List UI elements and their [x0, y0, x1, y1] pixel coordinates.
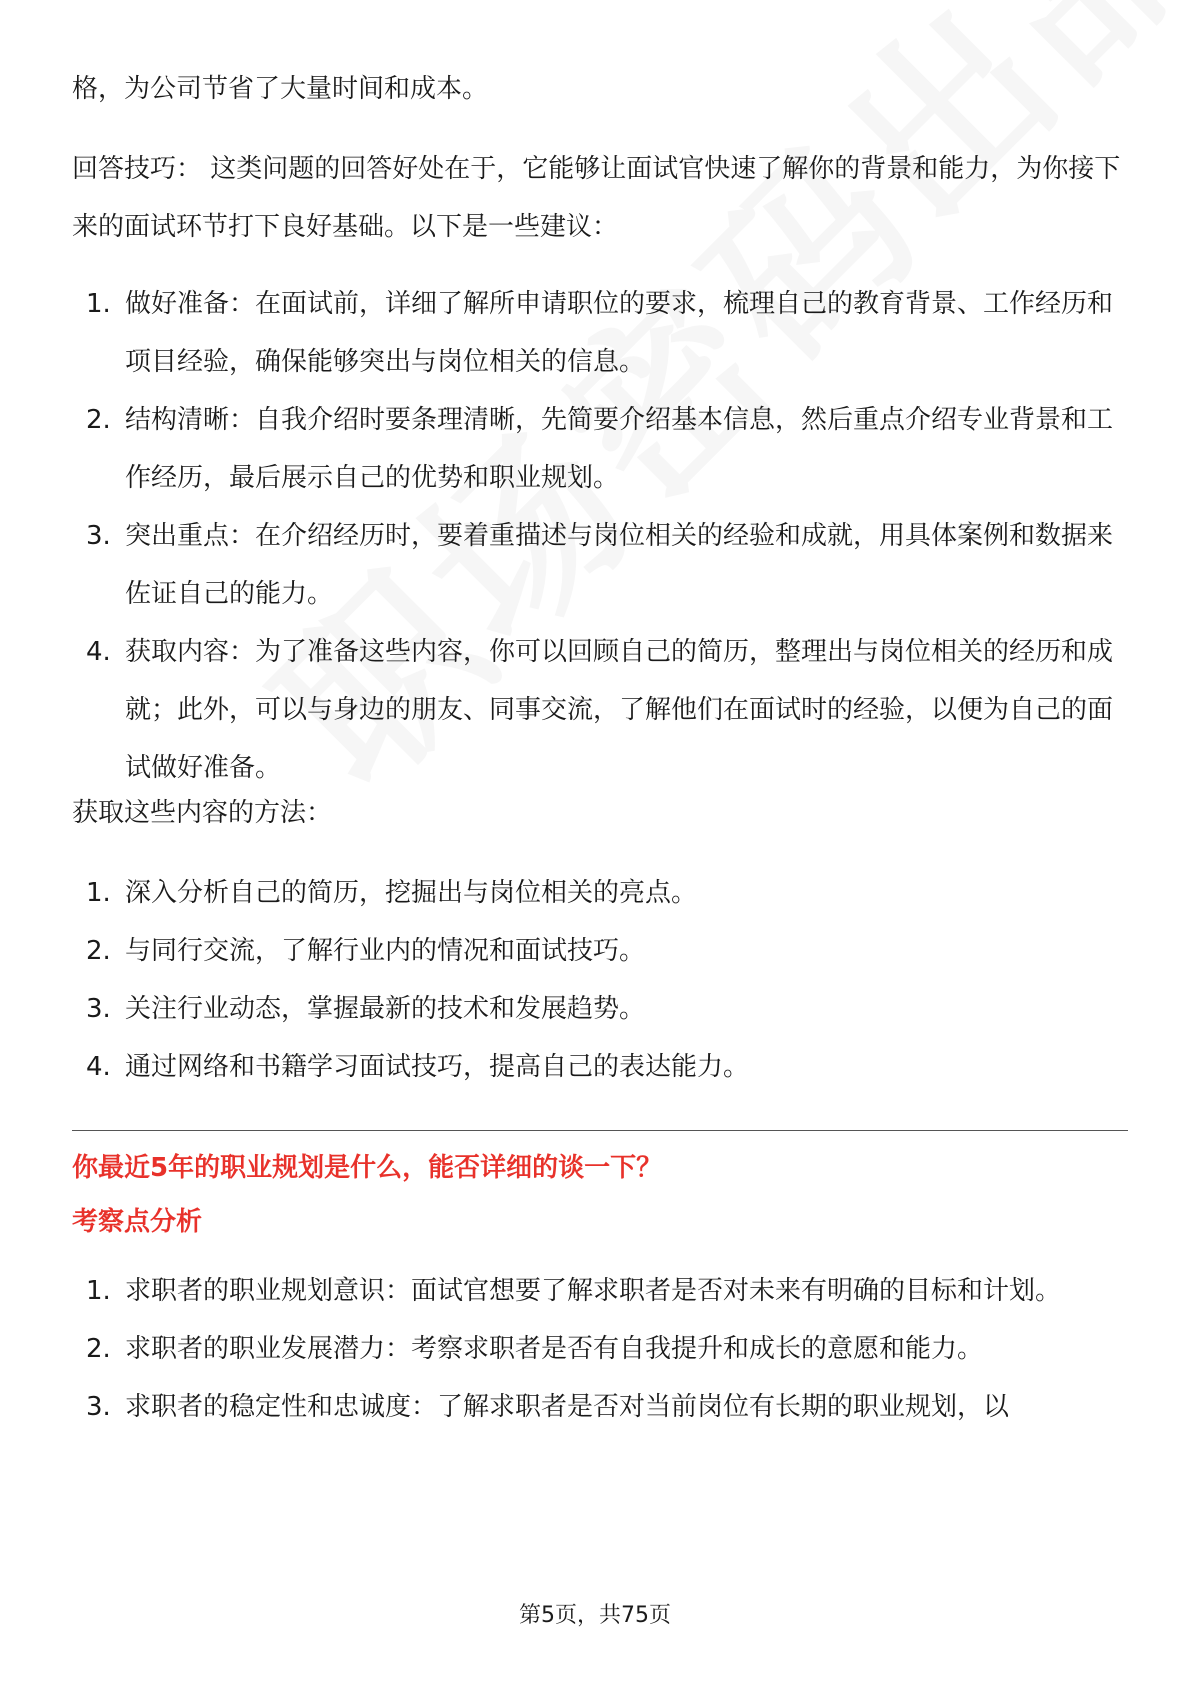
analysis-heading: 考察点分析: [72, 1207, 203, 1237]
question-heading: 你最近5年的职业规划是什么，能否详细的谈一下？: [72, 1153, 663, 1183]
list-item: [72, 980, 1128, 1038]
list-item-text: 通过网络和书籍学习面试技巧，提高自己的表达能力。: [125, 1052, 750, 1082]
list-item-number: 2.: [86, 405, 111, 435]
list-item: [72, 391, 1128, 507]
list-item-text: 求职者的职业发展潜力：考察求职者是否有自我提升和成长的意愿和能力。: [125, 1334, 984, 1364]
list-item-number: 4.: [86, 637, 111, 667]
list-item-number: 1.: [86, 1276, 111, 1306]
list-item-text: 与同行交流，了解行业内的情况和面试技巧。: [125, 936, 646, 966]
tips-paragraph: 回答技巧： 这类问题的回答好处在于，它能够让面试官快速了解你的背景和能力，为你接下来的面试环节打下良好基础。以下是一些建议：: [72, 154, 1121, 242]
list-item: [72, 1262, 1128, 1320]
list-item-number: 2.: [86, 1334, 111, 1364]
list-item-text: 求职者的稳定性和忠诚度：了解求职者是否对当前岗位有长期的职业规划，以: [125, 1392, 1010, 1422]
list-item-text: 突出重点：在介绍经历时，要着重描述与岗位相关的经验和成就，用具体案例和数据来佐证自己的能力。: [125, 521, 1114, 609]
list-item-number: 1.: [86, 289, 111, 319]
list-item-text: 深入分析自己的简历，挖掘出与岗位相关的亮点。: [125, 878, 698, 908]
list-item: [72, 922, 1128, 980]
list-item-number: 3.: [86, 1392, 111, 1422]
list-item-text: 获取内容：为了准备这些内容，你可以回顾自己的简历，整理出与岗位相关的经历和成就；此外，可以与身边的朋友、同事交流，了解他们在面试时的经验，以便为自己的面试做好准备。: [125, 637, 1114, 783]
list-item: [72, 1038, 1128, 1096]
methods-heading: 获取这些内容的方法：: [72, 798, 333, 828]
list-item-number: 3.: [86, 521, 111, 551]
list-item-text: 结构清晰：自我介绍时要条理清晰，先简要介绍基本信息，然后重点介绍专业背景和工作经历，最后展示自己的优势和职业规划。: [125, 405, 1114, 493]
list-item-text: 关注行业动态，掌握最新的技术和发展趋势。: [125, 994, 646, 1024]
list-item-number: 2.: [86, 936, 111, 966]
intro-tail-paragraph: 格，为公司节省了大量时间和成本。: [72, 74, 489, 104]
page-footer: 第5页，共75页: [519, 1603, 671, 1628]
advice-list: [72, 275, 1128, 797]
list-item-number: 1.: [86, 878, 111, 908]
list-item-text: 求职者的职业规划意识：面试官想要了解求职者是否对未来有明确的目标和计划。: [125, 1276, 1062, 1306]
list-item: [72, 1320, 1128, 1378]
list-item-number: 4.: [86, 1052, 111, 1082]
section-divider: [72, 1130, 1128, 1131]
list-item-number: 3.: [86, 994, 111, 1024]
list-item: [72, 1378, 1128, 1436]
list-item-text: 做好准备：在面试前，详细了解所申请职位的要求，梳理自己的教育背景、工作经历和项目经验，确保能够突出与岗位相关的信息。: [125, 289, 1114, 377]
analysis-list: [72, 1262, 1128, 1436]
list-item: [72, 623, 1128, 797]
list-item: [72, 864, 1128, 922]
methods-list: [72, 864, 1128, 1096]
list-item: [72, 275, 1128, 391]
list-item: [72, 507, 1128, 623]
